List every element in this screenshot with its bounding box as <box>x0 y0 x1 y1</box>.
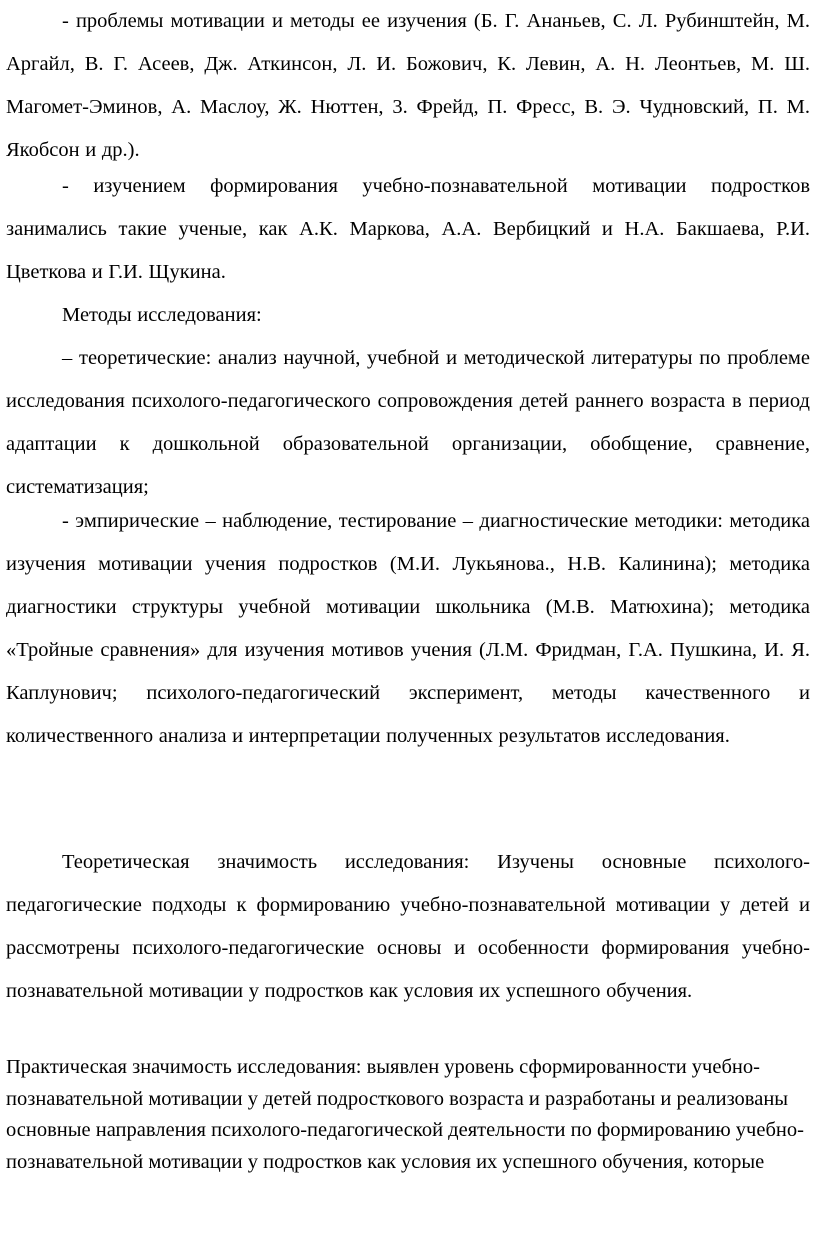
paragraph-methods-heading: Методы исследования: <box>62 304 262 326</box>
paragraph-researchers: - изучением формирования учебно-познавательной мотивации подростков занимались такие ученые, как А.К. Маркова, А.А. Вербицкий и Н.А. Бакшаева, Р.И. Цветкова и Г.И. Щукина. <box>6 175 810 283</box>
paragraph-empirical-methods: - эмпирические – наблюдение, тестирование – диагностические методики: методика изучения мотивации учения подростков (М.И. Лукьянова., Н.В. Калинина); методика диагностики структуры учебной мотивации школьника (М.В. Матюхина); методика «Тройные сравнения» для изучения мотивов учения (Л.М. Фридман, Г.А. Пушкина, И. Я. Каплунович; психолого-педагогический эксперимент, методы качественного и количественного анализа и интерпретации полученных результатов исследования. <box>6 510 810 747</box>
paragraph-practical-significance: Практическая значимость исследования: выявлен уровень сформированности учебно-познавательной мотивации у детей подросткового возраста и разработаны и реализованы основные направления психолого-педагогической деятельности по формированию учебно-познавательной мотивации у подростков как условия их успешного обучения, которые <box>6 1056 804 1173</box>
paragraph-motivation-problems: - проблемы мотивации и методы ее изучения (Б. Г. Ананьев, С. Л. Рубинштейн, М. Аргайл, В. Г. Асеев, Дж. Аткинсон, Л. И. Божович, К. Левин, А. Н. Леонтьев, М. Ш. Магомет-Эминов, А. Маслоу, Ж. Нюттен, 3. Фрейд, П. Фресс, В. Э. Чудновский, П. М. Якобсон и др.). <box>6 10 810 161</box>
paragraph-theoretical-methods: – теоретические: анализ научной, учебной и методической литературы по проблеме исследования психолого-педагогического сопровождения детей раннего возраста в период адаптации к дошкольной образовательной организации, обобщение, сравнение, систематизация; <box>6 347 810 498</box>
paragraph-theoretical-significance: Теоретическая значимость исследования: Изучены основные психолого-педагогические подходы к формированию учебно-познавательной мотивации у детей и рассмотрены психолого-педагогические основы и особенности формирования учебно-познавательной мотивации у подростков как условия их успешного обучения. <box>6 851 810 1002</box>
